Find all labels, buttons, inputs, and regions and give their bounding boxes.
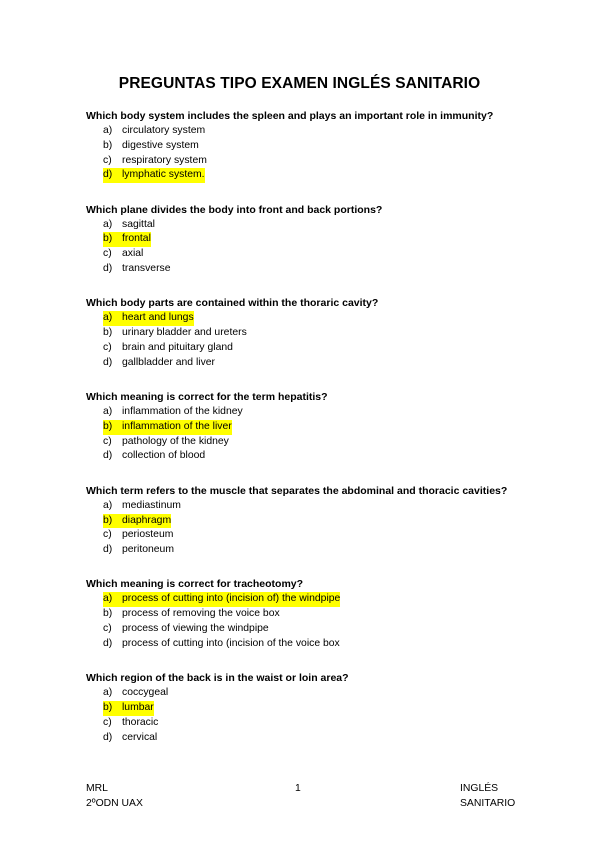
- question-text: Which body parts are contained within the thoraric cavity?: [86, 297, 379, 310]
- option-text: brain and pituitary gland: [122, 341, 233, 353]
- option-text: digestive system: [122, 139, 199, 151]
- correct-answer-option: [86, 514, 556, 529]
- option-item: [86, 262, 556, 277]
- question-text: Which body system includes the spleen and plays an important role in immunity?: [86, 110, 494, 122]
- option-text: sagittal: [122, 218, 155, 230]
- option-list: [86, 311, 556, 370]
- option-text: circulatory system: [122, 125, 206, 136]
- option-letter: b): [103, 139, 113, 151]
- footer-author-block: [86, 782, 143, 811]
- option-item: [86, 686, 556, 701]
- option-text: axial: [122, 248, 144, 260]
- option-letter: b): [103, 608, 113, 620]
- option-text: transverse: [122, 263, 171, 275]
- option-letter: a): [103, 218, 113, 230]
- footer-subject-block: [460, 782, 515, 811]
- option-text: heart and lungs: [122, 311, 194, 326]
- option-list: [86, 686, 556, 745]
- question-block: [86, 109, 556, 183]
- page-number: 1: [295, 783, 301, 794]
- option-text: lymphatic system.: [122, 168, 205, 183]
- correct-answer-option: [86, 168, 556, 183]
- footer-subject-line1: INGLÉS: [460, 783, 499, 794]
- correct-answer-option: [86, 701, 556, 716]
- option-list: [86, 592, 556, 651]
- question-text: Which meaning is correct for the term hepatitis?: [86, 391, 328, 404]
- option-item: [86, 499, 556, 514]
- option-letter: d): [103, 731, 113, 743]
- correct-answer-option: [86, 311, 556, 326]
- option-letter: b): [103, 232, 123, 247]
- option-text: gallbladder and liver: [122, 356, 215, 368]
- option-letter: d): [103, 168, 123, 183]
- option-item: [86, 326, 556, 341]
- option-text: inflammation of the kidney: [122, 406, 243, 418]
- option-list: [86, 499, 556, 558]
- page-title: PREGUNTAS TIPO EXAMEN INGLÉS SANITARIO: [118, 75, 481, 92]
- option-text: frontal: [122, 232, 151, 247]
- question-block: [86, 577, 556, 651]
- option-letter: c): [103, 529, 112, 541]
- option-item: [86, 637, 556, 652]
- question-text: Which region of the back is in the waist or loin area?: [86, 672, 349, 685]
- option-text: pathology of the kidney: [122, 435, 229, 447]
- correct-answer-option: [86, 420, 556, 435]
- footer-course: 2ºODN UAX: [86, 797, 143, 809]
- option-item: [86, 622, 556, 637]
- option-text: mediastinum: [122, 499, 181, 511]
- question-text: Which term refers to the muscle that separates the abdominal and thoracic cavities?: [86, 484, 508, 497]
- option-list: [86, 124, 556, 183]
- option-text: inflammation of the liver: [122, 420, 232, 435]
- option-letter: a): [103, 311, 123, 326]
- option-letter: d): [103, 544, 113, 556]
- option-letter: b): [103, 327, 113, 339]
- option-text: cervical: [122, 731, 158, 743]
- option-letter: b): [103, 514, 123, 529]
- option-item: [86, 247, 556, 262]
- option-letter: c): [103, 154, 112, 166]
- option-item: [86, 405, 556, 420]
- option-letter: c): [103, 623, 112, 635]
- option-list: [86, 405, 556, 464]
- option-text: diaphragm: [122, 514, 171, 529]
- option-letter: c): [103, 341, 112, 353]
- option-letter: a): [103, 125, 113, 136]
- option-text: periosteum: [122, 529, 174, 541]
- footer-author: MRL: [86, 783, 108, 794]
- footer-subject-line2: SANITARIO: [460, 797, 516, 809]
- option-letter: a): [103, 592, 123, 607]
- option-text: lumbar: [122, 701, 154, 716]
- option-letter: a): [103, 687, 113, 699]
- option-item: [86, 218, 556, 233]
- option-letter: b): [103, 701, 123, 716]
- correct-answer-option: [86, 592, 556, 607]
- option-text: respiratory system: [122, 154, 207, 166]
- option-item: [86, 543, 556, 558]
- question-block: [86, 484, 556, 558]
- option-text: process of viewing the windpipe: [122, 623, 269, 635]
- option-text: collection of blood: [122, 450, 206, 462]
- option-letter: d): [103, 356, 113, 368]
- option-letter: d): [103, 450, 113, 462]
- option-item: [86, 716, 556, 731]
- option-item: [86, 356, 556, 371]
- question-text: Which plane divides the body into front and back portions?: [86, 203, 383, 216]
- question-list: [86, 109, 556, 765]
- option-text: urinary bladder and ureters: [122, 327, 247, 339]
- option-text: thoracic: [122, 716, 159, 728]
- option-item: [86, 607, 556, 622]
- option-item: [86, 139, 556, 154]
- option-item: [86, 528, 556, 543]
- option-text: coccygeal: [122, 687, 169, 699]
- option-letter: b): [103, 420, 123, 435]
- option-text: process of cutting into (incision of) the windpipe: [122, 592, 340, 607]
- option-letter: c): [103, 248, 112, 260]
- option-item: [86, 731, 556, 746]
- option-item: [86, 449, 556, 464]
- option-item: [86, 435, 556, 450]
- option-text: process of removing the voice box: [122, 608, 280, 620]
- question-block: [86, 203, 556, 277]
- option-item: [86, 154, 556, 169]
- option-letter: a): [103, 406, 113, 418]
- question-block: [86, 390, 556, 464]
- option-item: [86, 124, 556, 139]
- correct-answer-option: [86, 232, 556, 247]
- option-letter: a): [103, 499, 113, 511]
- option-list: [86, 218, 556, 277]
- option-letter: d): [103, 263, 113, 275]
- option-text: process of cutting into (incision of the voice box: [122, 637, 340, 649]
- option-text: peritoneum: [122, 544, 174, 556]
- option-letter: d): [103, 637, 113, 649]
- question-block: [86, 296, 556, 370]
- option-letter: c): [103, 716, 112, 728]
- option-letter: c): [103, 435, 112, 447]
- question-text: Which meaning is correct for tracheotomy?: [86, 578, 304, 591]
- question-block: [86, 671, 556, 745]
- option-item: [86, 341, 556, 356]
